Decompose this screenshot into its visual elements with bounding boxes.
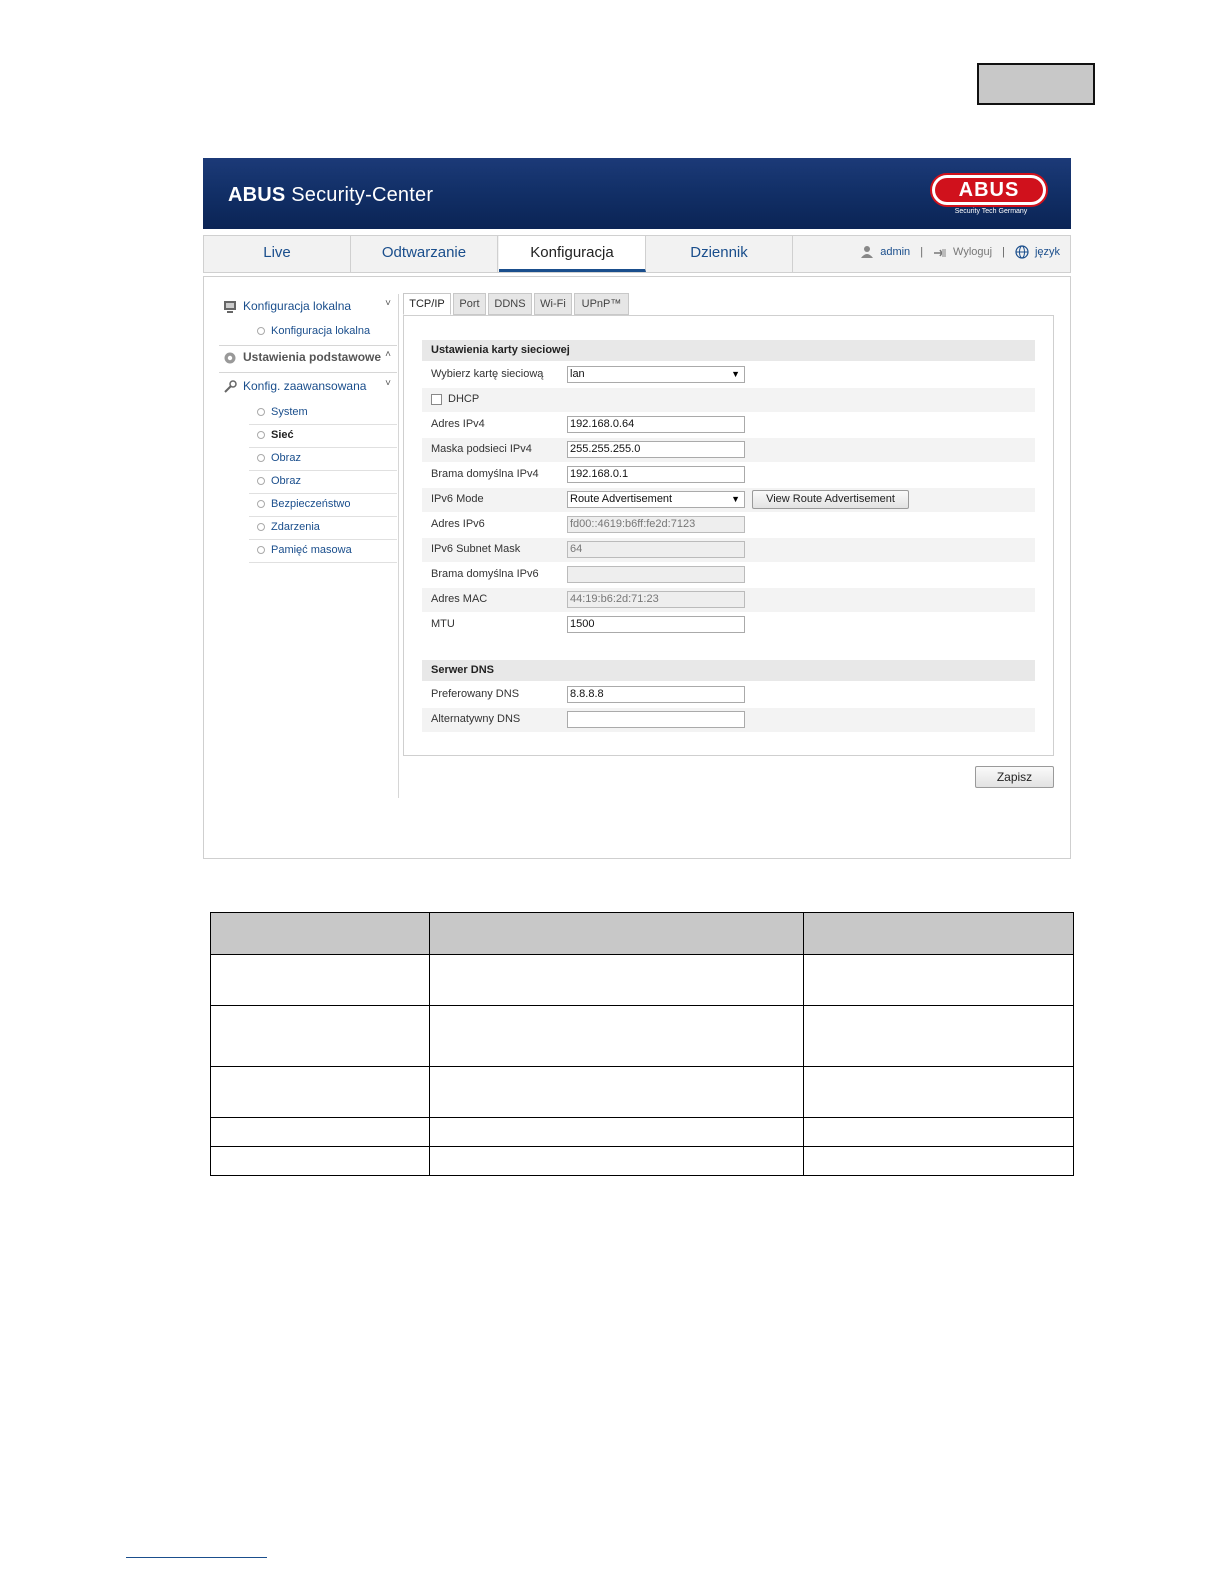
ipv4-address-field[interactable]: 192.168.0.64 (567, 416, 745, 433)
chevron-up-icon: ˄ (385, 349, 391, 360)
table-header-row (211, 913, 1074, 955)
row-ipv6-gateway: Brama domyślna IPv6 (422, 563, 1035, 587)
row-ipv6-address: Adres IPv6 fd00::4619:b6ff:fe2d:7123 (422, 513, 1035, 537)
tab-wifi[interactable]: Wi-Fi (534, 293, 572, 315)
mtu-field[interactable]: 1500 (567, 616, 745, 633)
row-mac-address: Adres MAC 44:19:b6:2d:71:23 (422, 588, 1035, 612)
language-link[interactable]: język (1034, 246, 1060, 258)
bullet-icon (257, 500, 265, 508)
bullet-icon (257, 523, 265, 531)
row-ipv6-mode: IPv6 Mode Route Advertisement ▼ View Route Advertisement (422, 488, 1035, 512)
logout-icon (933, 245, 947, 259)
row-ipv6-subnet: IPv6 Subnet Mask 64 (422, 538, 1035, 562)
logout-link[interactable]: Wyloguj (953, 246, 993, 258)
user-name[interactable]: admin (880, 246, 911, 258)
nav-tab-live[interactable]: Live (204, 236, 351, 272)
sidebar-item-konfiguracja-lokalna[interactable]: Konfiguracja lokalna (249, 321, 397, 344)
row-alternate-dns: Alternatywny DNS (422, 708, 1035, 732)
sidebar-item-bezpieczenstwo[interactable]: Bezpieczeństwo (249, 494, 397, 517)
table-row (211, 1118, 1074, 1147)
network-card-select[interactable]: lan ▼ (567, 366, 745, 383)
tab-ddns[interactable]: DDNS (488, 293, 532, 315)
ipv6-mode-select[interactable]: Route Advertisement ▼ (567, 491, 745, 508)
row-ipv4-address: Adres IPv4 192.168.0.64 (422, 413, 1035, 437)
table-row (211, 1006, 1074, 1067)
bullet-icon (257, 477, 265, 485)
bullet-icon (257, 546, 265, 554)
page-number-box (977, 63, 1095, 105)
ipv6-subnet-field: 64 (567, 541, 745, 558)
row-preferred-dns: Preferowany DNS 8.8.8.8 (422, 683, 1035, 707)
bullet-icon (257, 454, 265, 462)
ipv4-gateway-field[interactable]: 192.168.0.1 (567, 466, 745, 483)
sidebar-item-system[interactable]: System (249, 402, 397, 425)
section-title-dns: Serwer DNS (422, 660, 1035, 681)
gear-icon (223, 351, 237, 365)
row-ipv4-gateway: Brama domyślna IPv4 192.168.0.1 (422, 463, 1035, 487)
row-mtu: MTU 1500 (422, 613, 1035, 637)
tab-port[interactable]: Port (453, 293, 486, 315)
table-header-cell (429, 913, 804, 955)
alternate-dns-field[interactable] (567, 711, 745, 728)
abus-security-center-window (203, 158, 1071, 859)
row-network-card: Wybierz kartę sieciową lan ▼ (422, 363, 1035, 387)
bullet-icon (257, 431, 265, 439)
sidebar-item-obraz-2[interactable]: Obraz (249, 471, 397, 494)
wrench-icon (223, 380, 237, 394)
preferred-dns-field[interactable]: 8.8.8.8 (567, 686, 745, 703)
sidebar-section-advanced[interactable]: Konfig. zaawansowana ˅ (219, 378, 397, 400)
view-route-advertisement-button[interactable]: View Route Advertisement (752, 490, 909, 509)
nav-tab-konfiguracja[interactable]: Konfiguracja (499, 236, 646, 272)
table-row (211, 1147, 1074, 1176)
bullet-icon (257, 327, 265, 335)
nav-tab-odtwarzanie[interactable]: Odtwarzanie (351, 236, 498, 272)
table-header-cell (804, 913, 1074, 955)
row-ipv4-mask: Maska podsieci IPv4 255.255.255.0 (422, 438, 1035, 462)
tab-upnp[interactable]: UPnP™ (574, 293, 629, 315)
sidebar-section-basic[interactable]: Ustawienia podstawowe ˄ (219, 349, 397, 371)
chevron-down-icon: ˅ (385, 378, 391, 389)
table-row (211, 1067, 1074, 1118)
sidebar-section-local[interactable]: Konfiguracja lokalna ˅ (219, 298, 397, 320)
nav-tab-dziennik[interactable]: Dziennik (646, 236, 793, 272)
ipv4-mask-field[interactable]: 255.255.255.0 (567, 441, 745, 458)
main-navigation (203, 235, 1071, 273)
table-header-cell (211, 913, 430, 955)
header-banner (203, 158, 1071, 229)
footer-link-underline (126, 1557, 267, 1558)
ipv6-address-field: fd00::4619:b6ff:fe2d:7123 (567, 516, 745, 533)
sidebar-item-obraz[interactable]: Obraz (249, 448, 397, 471)
monitor-icon (223, 300, 237, 314)
ipv6-gateway-field (567, 566, 745, 583)
user-area: admin | Wyloguj | język (860, 245, 1060, 259)
row-dhcp: DHCP (422, 388, 1035, 412)
chevron-down-icon: ˅ (385, 298, 391, 309)
section-title-network: Ustawienia karty sieciowej (422, 340, 1035, 361)
save-button[interactable]: Zapisz (975, 766, 1054, 788)
logo-tagline: Security Tech Germany (954, 208, 1028, 215)
document-table (210, 912, 1074, 1176)
mac-address-field: 44:19:b6:2d:71:23 (567, 591, 745, 608)
user-icon (860, 245, 874, 259)
sidebar-item-siec[interactable]: Sieć (249, 425, 397, 448)
tab-tcpip[interactable]: TCP/IP (403, 293, 451, 315)
dhcp-checkbox[interactable] (431, 394, 442, 405)
table-row (211, 955, 1074, 1006)
sidebar-item-pamiec-masowa[interactable]: Pamięć masowa (249, 540, 397, 563)
app-title: ABUS Security-Center (228, 184, 434, 206)
sidebar-separator (398, 294, 399, 798)
sidebar-item-zdarzenia[interactable]: Zdarzenia (249, 517, 397, 540)
globe-icon (1015, 245, 1029, 259)
bullet-icon (257, 408, 265, 416)
abus-logo: ABUS (930, 173, 1048, 207)
